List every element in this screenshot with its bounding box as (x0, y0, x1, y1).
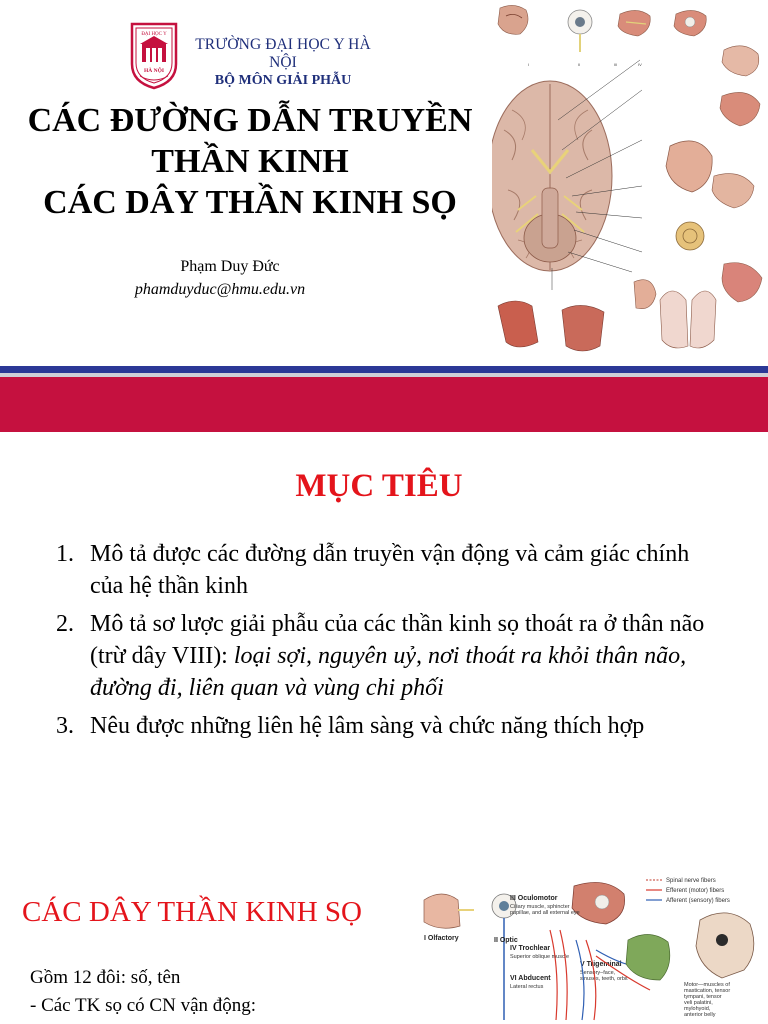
svg-text:Lateral rectus: Lateral rectus (510, 984, 544, 990)
legend-label: Efferent (motor) fibers (666, 888, 725, 894)
neck-thumbnail-icon (562, 305, 604, 351)
svg-text:pupillae, and all external eye: pupillae, and all external eye (510, 910, 580, 916)
nerve-label: VI Abducent (510, 975, 551, 982)
cranial-nerves-illustration (492, 0, 768, 362)
svg-text:IV: IV (638, 62, 642, 67)
brain-base-icon (492, 81, 612, 271)
author-name: Phạm Duy Đức (180, 258, 280, 275)
author-email: phamduyduc@hmu.edu.vn (134, 281, 306, 298)
item-number: 1. (56, 541, 74, 567)
item-number: 3. (56, 713, 74, 739)
main-title (10, 100, 490, 223)
objectives-slide (0, 432, 768, 864)
cranial-nerves-slide (0, 864, 768, 1024)
slide-body (30, 964, 256, 1020)
svg-text:Motor—muscles of: Motor—muscles of (684, 982, 730, 988)
list-item (56, 608, 716, 704)
school-name: TRƯỜNG ĐẠI HỌC Y HÀ NỘI (195, 36, 371, 71)
title-slide (0, 0, 768, 432)
nerve-thumbnail-icon (498, 5, 528, 34)
legend-label: Afferent (sensory) fibers (666, 898, 730, 904)
svg-text:mastication, tensor: mastication, tensor (684, 988, 731, 994)
department-name: BỘ MÔN GIẢI PHẪU (214, 73, 352, 88)
logo-bottom-text: HÀ NỘI (143, 68, 165, 74)
cranial-nerves-diagram (410, 870, 768, 1024)
item-text: Mô tả sơ lược giải phẫu của các thần kinh sọ thoát ra ở thân não (trừ dây VIII): (90, 611, 705, 669)
legend-label: Spinal nerve fibers (666, 878, 716, 884)
nerve-label: IV Trochlear (510, 945, 551, 952)
svg-text:Superior oblique muscle: Superior oblique muscle (510, 954, 570, 960)
svg-text:Ciliary muscle, sphincter: Ciliary muscle, sphincter (510, 904, 570, 910)
item-text-italic: loại sợi, nguyên uỷ, nơi thoát ra khỏi thân não, đường đi, liên quan và vùng chi phối (90, 643, 687, 701)
svg-text:I: I (528, 62, 530, 67)
university-seal-icon (126, 20, 182, 90)
title-line: CÁC ĐƯỜNG DẪN TRUYỀN (27, 102, 473, 139)
objectives-title: MỤC TIÊU (295, 468, 463, 504)
svg-text:veli palatini,: veli palatini, (684, 1000, 713, 1006)
nerve-label: V Trigeminal (580, 961, 622, 968)
svg-text:anterior belly: anterior belly (684, 1012, 716, 1018)
item-text: Nêu được những liên hệ lâm sàng và chức năng thích hợp (90, 713, 645, 739)
svg-text:III: III (614, 62, 618, 67)
nerve-label: I Olfactory (424, 935, 459, 942)
svg-text:mylohyoid,: mylohyoid, (684, 1006, 711, 1012)
list-item (56, 538, 716, 602)
title-line: THẦN KINH (151, 143, 349, 180)
svg-text:tympani, tensor: tympani, tensor (684, 994, 722, 1000)
nerve-label: III Oculomotor (510, 895, 558, 902)
svg-text:II: II (578, 62, 581, 67)
footer-band (0, 377, 768, 432)
title-line: CÁC DÂY THẦN KINH SỌ (43, 184, 457, 221)
item-number: 2. (56, 611, 74, 637)
divider-stripe-blue (0, 366, 768, 373)
nerve-label: II Optic (494, 937, 518, 944)
svg-text:sinuses, teeth, orbit: sinuses, teeth, orbit (580, 976, 628, 982)
item-text: Mô tả được các đường dẫn truyền vận động và cảm giác chính của hệ thần kinh (90, 541, 690, 599)
objectives-list (56, 538, 716, 748)
body-line: - Các TK sọ có CN vận động: (30, 995, 257, 1016)
ear-thumbnail-icon (676, 222, 704, 250)
svg-text:Sensory–face,: Sensory–face, (580, 970, 616, 976)
logo-top-text: ĐẠI HỌC Y (141, 32, 167, 37)
list-item (56, 710, 716, 742)
school-header (188, 36, 378, 89)
slide-title: CÁC DÂY THẦN KINH SỌ (22, 896, 362, 928)
body-line: Gồm 12 đôi: số, tên (30, 967, 181, 988)
